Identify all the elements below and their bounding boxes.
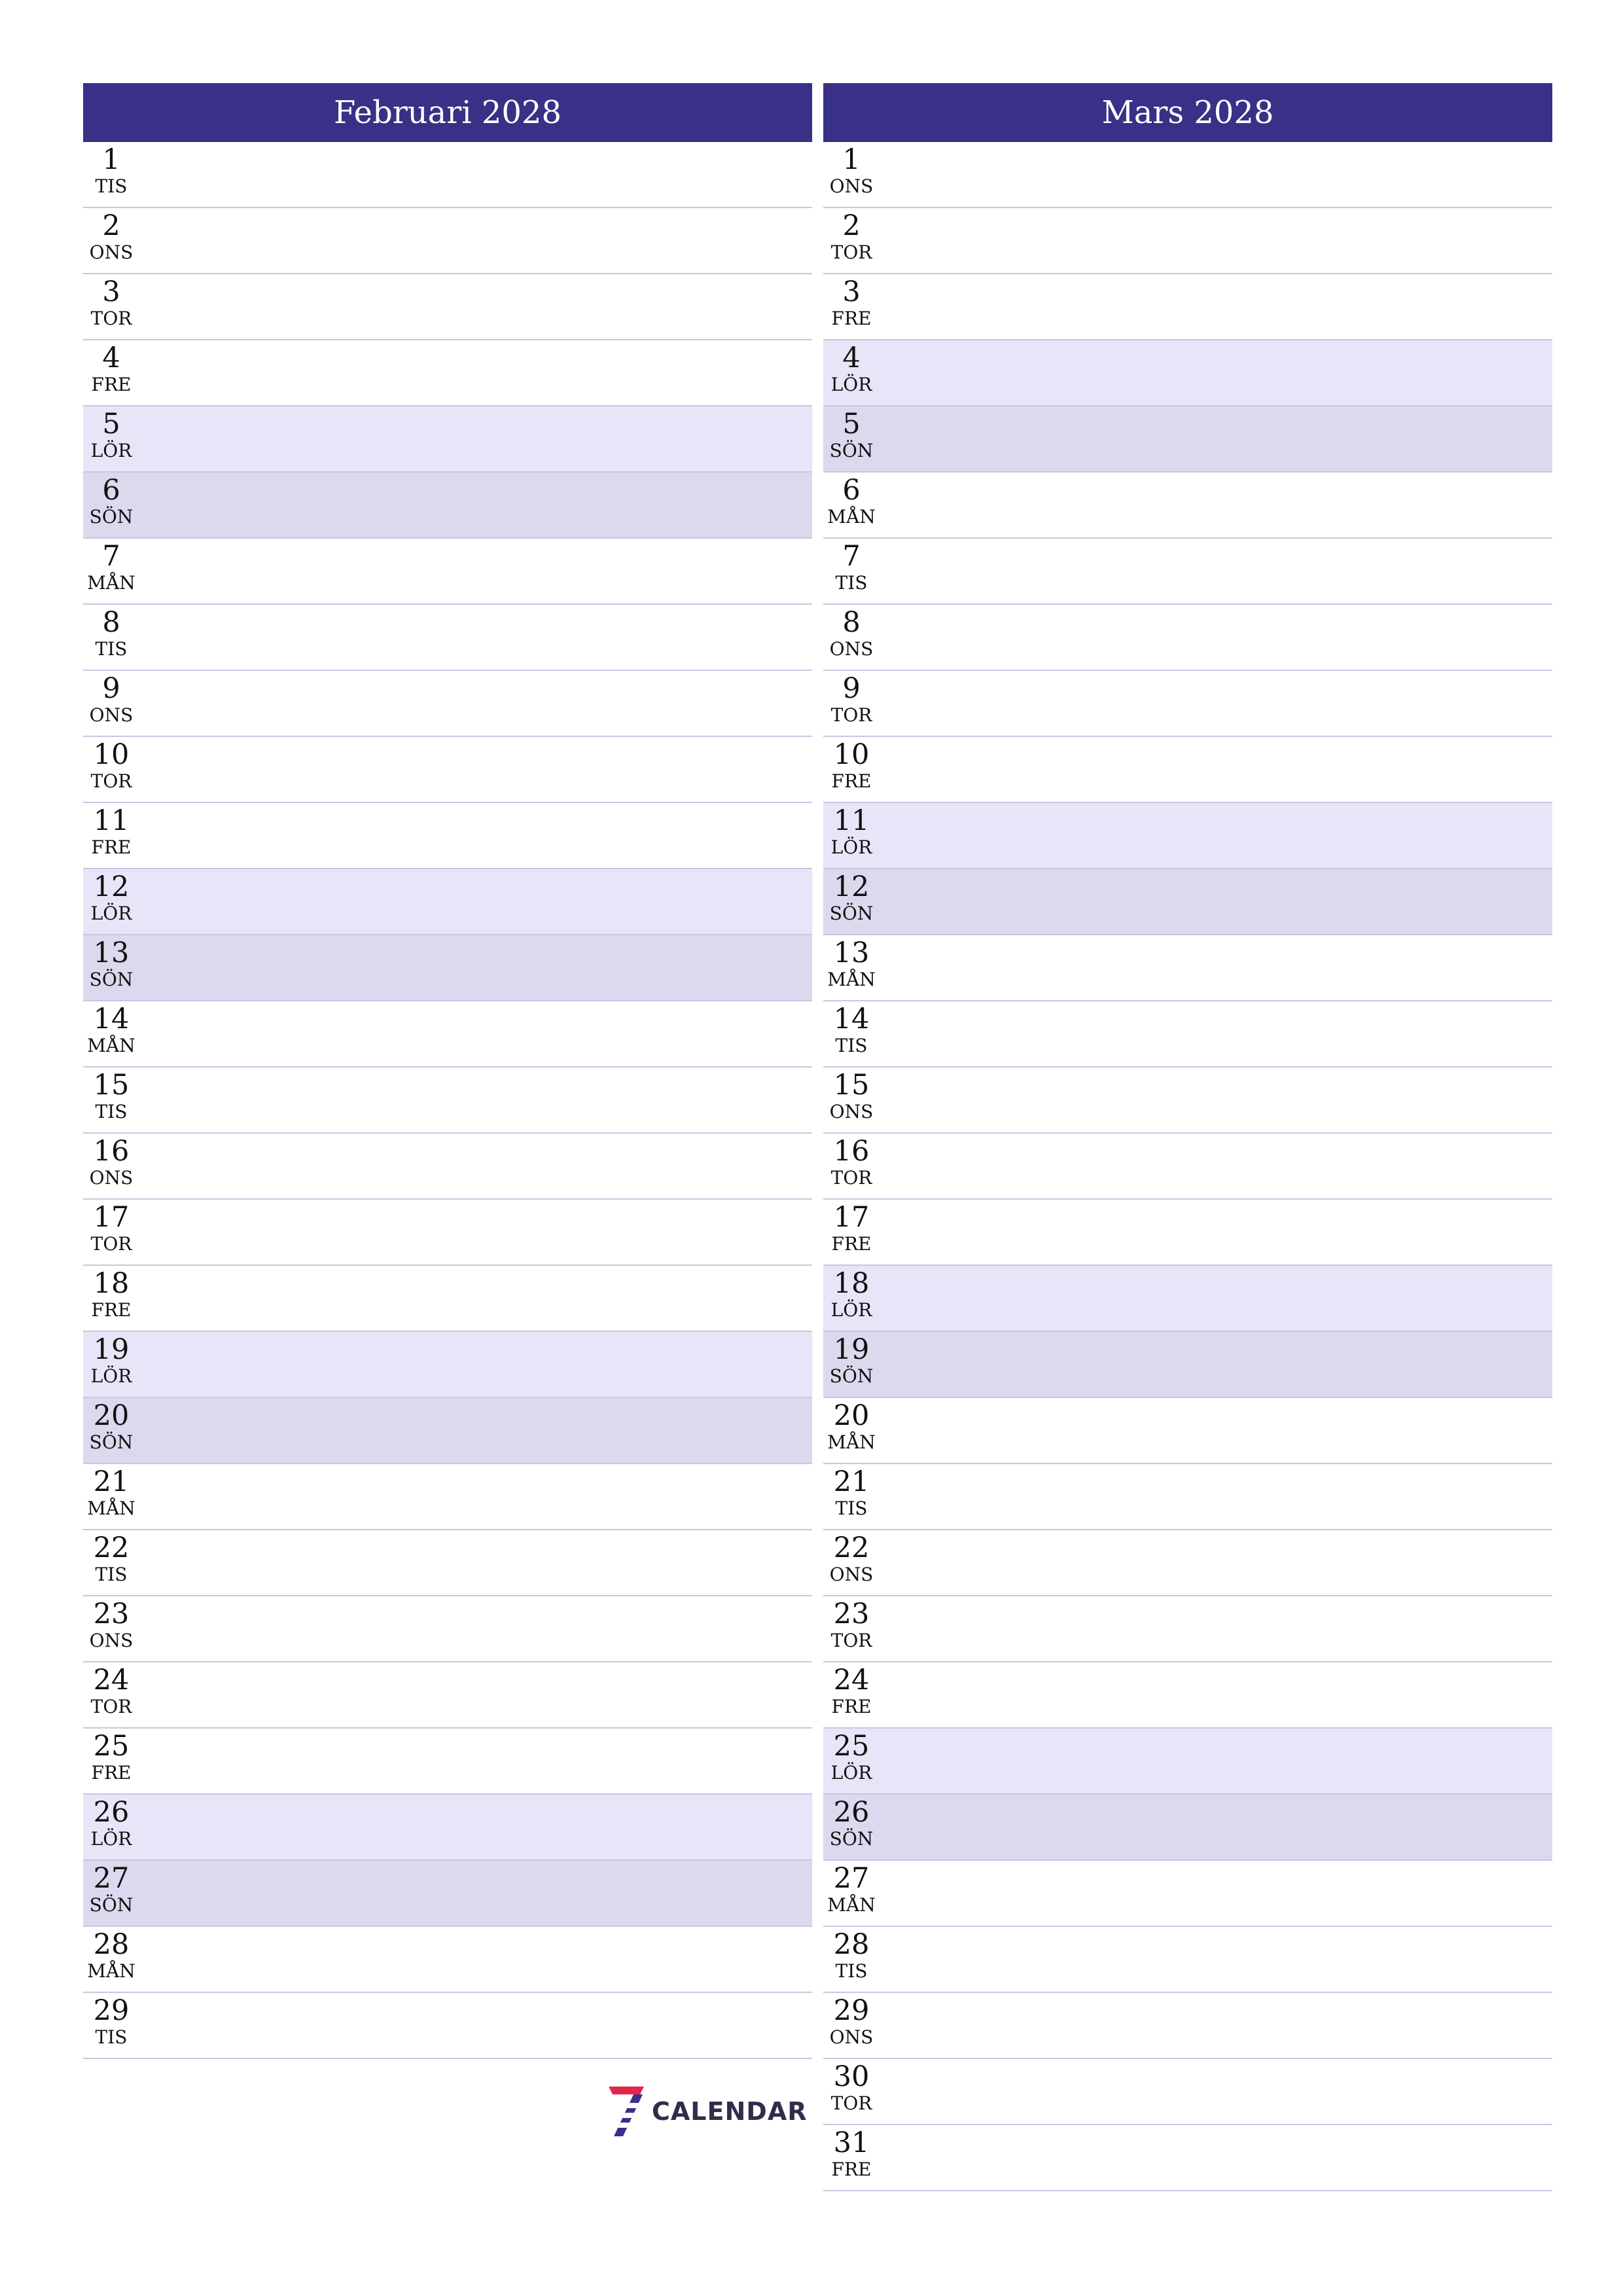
- day-number: 16: [93, 1135, 130, 1168]
- day-label: [83, 1465, 139, 1519]
- month-title: Februari 2028: [83, 83, 812, 142]
- day-number: 14: [93, 1003, 130, 1035]
- day-label: [83, 1135, 139, 1189]
- day-label: [83, 209, 139, 263]
- day-name: TOR: [830, 704, 872, 726]
- day-number: 26: [833, 1796, 870, 1829]
- day-number: 28: [833, 1928, 870, 1961]
- day-name: ONS: [829, 2026, 874, 2048]
- day-row: [83, 1530, 812, 1596]
- day-row: [823, 406, 1552, 473]
- day-row: [823, 208, 1552, 274]
- day-label: [823, 1994, 880, 2048]
- day-label: [83, 1600, 139, 1650]
- day-label: [83, 1862, 139, 1916]
- day-number: 21: [833, 1465, 870, 1498]
- day-name: LÖR: [830, 374, 872, 395]
- day-number: 21: [93, 1465, 130, 1498]
- day-row: [823, 1001, 1552, 1067]
- day-name: SÖN: [89, 969, 134, 990]
- day-label: [83, 278, 139, 328]
- day-number: 13: [93, 937, 130, 969]
- day-name: SÖN: [89, 1894, 134, 1916]
- day-label: [823, 1267, 880, 1321]
- day-name: TIS: [95, 638, 128, 660]
- day-number: 10: [833, 738, 870, 771]
- day-row: [823, 1993, 1552, 2059]
- day-row: [823, 1861, 1552, 1927]
- day-label: [83, 1796, 139, 1850]
- day-number: 16: [833, 1135, 870, 1168]
- day-name: FRE: [91, 1299, 132, 1321]
- day-name: FRE: [91, 1762, 132, 1784]
- day-number: 2: [842, 209, 861, 242]
- day-label: [823, 1928, 880, 1982]
- day-name: FRE: [831, 308, 872, 329]
- day-number: 26: [93, 1796, 130, 1829]
- day-label: [83, 410, 139, 460]
- day-number: 4: [102, 342, 120, 374]
- day-label: [823, 672, 880, 726]
- day-number: 19: [833, 1333, 870, 1366]
- day-number: 23: [93, 1598, 130, 1630]
- day-number: 5: [102, 408, 120, 440]
- day-label: [823, 1201, 880, 1255]
- seven-logo-icon: [606, 2085, 645, 2138]
- day-row: [823, 1200, 1552, 1266]
- day-name: ONS: [89, 1630, 134, 1651]
- day-row: [83, 869, 812, 935]
- day-name: SÖN: [89, 1431, 134, 1453]
- day-label: [83, 476, 139, 526]
- day-number: 3: [102, 276, 120, 308]
- day-number: 6: [842, 474, 861, 507]
- day-row: [83, 1596, 812, 1662]
- day-name: ONS: [829, 1101, 874, 1122]
- day-label: [823, 804, 880, 858]
- day-row: [823, 340, 1552, 406]
- day-number: 15: [93, 1069, 130, 1102]
- day-label: [83, 1333, 139, 1387]
- day-label: [823, 540, 880, 594]
- day-label: [83, 1005, 139, 1055]
- day-label: [83, 870, 139, 924]
- day-label: [823, 344, 880, 394]
- day-name: SÖN: [829, 1828, 874, 1850]
- day-number: 2: [102, 209, 120, 242]
- day-row: [83, 1266, 812, 1332]
- day-number: 20: [93, 1399, 130, 1432]
- day-label: [823, 738, 880, 792]
- day-row: [823, 539, 1552, 605]
- day-label: [83, 738, 139, 792]
- day-name: SÖN: [89, 506, 134, 528]
- day-row: [823, 2125, 1552, 2191]
- day-number: 24: [93, 1664, 130, 1696]
- day-name: LÖR: [90, 1828, 132, 1850]
- day-label: [83, 606, 139, 660]
- day-row: [83, 142, 812, 208]
- day-name: ONS: [829, 1564, 874, 1585]
- day-name: TOR: [90, 1696, 132, 1717]
- day-row: [823, 1729, 1552, 1795]
- day-label: [83, 939, 139, 989]
- day-number: 27: [833, 1862, 870, 1895]
- day-name: LÖR: [830, 836, 872, 858]
- day-label: [83, 540, 139, 594]
- day-row: [83, 935, 812, 1001]
- month-march: [823, 83, 1552, 2191]
- day-name: TOR: [90, 1233, 132, 1255]
- day-number: 1: [842, 143, 861, 176]
- day-row: [823, 2059, 1552, 2125]
- day-name: SÖN: [829, 1365, 874, 1387]
- day-label: [823, 1796, 880, 1850]
- day-name: MÅN: [827, 1431, 876, 1453]
- day-name: TOR: [90, 770, 132, 792]
- day-name: TIS: [95, 1564, 128, 1585]
- month-title: Mars 2028: [823, 83, 1552, 142]
- day-label: [83, 672, 139, 726]
- day-number: 23: [833, 1598, 870, 1630]
- day-row: [83, 605, 812, 671]
- day-row: [83, 1993, 812, 2059]
- day-number: 17: [833, 1201, 870, 1234]
- day-row: [823, 1464, 1552, 1530]
- day-name: TIS: [95, 175, 128, 197]
- day-list: [823, 142, 1552, 2191]
- day-row: [83, 737, 812, 803]
- day-name: LÖR: [90, 1365, 132, 1387]
- day-row: [823, 1134, 1552, 1200]
- day-name: ONS: [829, 638, 874, 660]
- day-row: [823, 1662, 1552, 1729]
- day-number: 11: [833, 804, 870, 837]
- day-row: [83, 1662, 812, 1729]
- day-number: 3: [842, 276, 861, 308]
- day-name: TOR: [830, 2092, 872, 2114]
- day-name: TOR: [830, 242, 872, 263]
- day-label: [823, 1666, 880, 1716]
- day-name: FRE: [831, 1696, 872, 1717]
- day-number: 24: [833, 1664, 870, 1696]
- day-label: [823, 1732, 880, 1782]
- day-name: LÖR: [90, 903, 132, 924]
- day-row: [823, 803, 1552, 869]
- day-label: [83, 1732, 139, 1782]
- day-name: TIS: [835, 1498, 868, 1519]
- brand-logo: [606, 2085, 807, 2138]
- day-label: [83, 1666, 139, 1716]
- day-row: [83, 1795, 812, 1861]
- day-number: 1: [102, 143, 120, 176]
- day-name: TOR: [830, 1630, 872, 1651]
- day-row: [83, 803, 812, 869]
- day-number: 7: [842, 540, 861, 573]
- day-name: MÅN: [827, 506, 876, 528]
- day-row: [83, 340, 812, 406]
- day-row: [823, 1067, 1552, 1134]
- day-row: [83, 1001, 812, 1067]
- day-number: 19: [93, 1333, 130, 1366]
- day-number: 11: [93, 804, 130, 837]
- day-label: [83, 1928, 139, 1982]
- day-number: 14: [833, 1003, 870, 1035]
- day-label: [823, 209, 880, 263]
- day-name: MÅN: [827, 1894, 876, 1916]
- day-number: 12: [93, 870, 130, 903]
- day-list: [83, 142, 812, 2059]
- day-number: 10: [93, 738, 130, 771]
- day-row: [83, 1729, 812, 1795]
- day-number: 31: [833, 2126, 870, 2159]
- day-row: [823, 1530, 1552, 1596]
- day-number: 27: [93, 1862, 130, 1895]
- day-label: [823, 476, 880, 526]
- day-label: [823, 1071, 880, 1121]
- day-name: TOR: [830, 1167, 872, 1189]
- day-number: 4: [842, 342, 861, 374]
- day-name: MÅN: [87, 572, 135, 594]
- day-label: [83, 143, 139, 197]
- day-row: [83, 473, 812, 539]
- day-label: [823, 1135, 880, 1189]
- day-row: [83, 406, 812, 473]
- day-number: 17: [93, 1201, 130, 1234]
- day-label: [823, 606, 880, 660]
- day-row: [83, 208, 812, 274]
- day-row: [83, 539, 812, 605]
- day-row: [823, 473, 1552, 539]
- day-name: ONS: [829, 175, 874, 197]
- day-row: [83, 1398, 812, 1464]
- day-number: 18: [93, 1267, 130, 1300]
- day-row: [823, 1596, 1552, 1662]
- day-number: 28: [93, 1928, 130, 1961]
- day-label: [83, 1534, 139, 1584]
- day-number: 5: [842, 408, 861, 440]
- day-name: TIS: [95, 2026, 128, 2048]
- day-row: [823, 1927, 1552, 1993]
- day-row: [823, 737, 1552, 803]
- day-name: LÖR: [830, 1299, 872, 1321]
- day-number: 20: [833, 1399, 870, 1432]
- day-name: ONS: [89, 704, 134, 726]
- day-number: 8: [842, 606, 861, 639]
- day-name: TIS: [835, 1035, 868, 1056]
- day-label: [83, 1267, 139, 1321]
- day-row: [83, 1200, 812, 1266]
- day-name: ONS: [89, 242, 134, 263]
- day-name: SÖN: [829, 440, 874, 461]
- day-row: [83, 1464, 812, 1530]
- day-row: [823, 1266, 1552, 1332]
- day-number: 25: [93, 1730, 130, 1763]
- day-name: FRE: [91, 836, 132, 858]
- day-row: [823, 1332, 1552, 1398]
- day-number: 30: [833, 2060, 870, 2093]
- day-row: [83, 1861, 812, 1927]
- day-label: [823, 1600, 880, 1650]
- day-row: [823, 605, 1552, 671]
- day-row: [823, 671, 1552, 737]
- day-name: TIS: [95, 1101, 128, 1122]
- day-name: TIS: [835, 1960, 868, 1982]
- day-name: SÖN: [829, 903, 874, 924]
- day-row: [83, 671, 812, 737]
- day-name: MÅN: [87, 1498, 135, 1519]
- day-label: [83, 1399, 139, 1453]
- day-row: [823, 1795, 1552, 1861]
- day-row: [83, 1927, 812, 1993]
- day-name: LÖR: [830, 1762, 872, 1784]
- day-label: [83, 804, 139, 858]
- day-label: [823, 1399, 880, 1453]
- logo-text: CALENDAR: [652, 2097, 808, 2126]
- day-name: FRE: [91, 374, 132, 395]
- day-label: [823, 410, 880, 460]
- day-label: [83, 1201, 139, 1255]
- day-number: 6: [102, 474, 120, 507]
- day-name: FRE: [831, 1233, 872, 1255]
- day-number: 13: [833, 937, 870, 969]
- day-row: [823, 869, 1552, 935]
- day-label: [83, 1994, 139, 2048]
- day-number: 9: [842, 672, 861, 705]
- day-number: 29: [93, 1994, 130, 2027]
- day-name: LÖR: [90, 440, 132, 461]
- day-row: [823, 1398, 1552, 1464]
- day-label: [823, 1465, 880, 1519]
- day-row: [83, 1067, 812, 1134]
- day-row: [823, 142, 1552, 208]
- day-label: [823, 143, 880, 197]
- day-label: [823, 1005, 880, 1055]
- day-label: [83, 344, 139, 394]
- day-name: MÅN: [87, 1960, 135, 1982]
- day-row: [83, 1134, 812, 1200]
- day-number: 18: [833, 1267, 870, 1300]
- month-february: [83, 83, 812, 2059]
- day-label: [823, 2060, 880, 2114]
- day-name: ONS: [89, 1167, 134, 1189]
- day-label: [823, 278, 880, 328]
- day-number: 9: [102, 672, 120, 705]
- day-name: TOR: [90, 308, 132, 329]
- day-number: 22: [833, 1532, 870, 1564]
- day-name: MÅN: [87, 1035, 135, 1056]
- day-name: FRE: [831, 2159, 872, 2180]
- day-number: 29: [833, 1994, 870, 2027]
- day-label: [823, 939, 880, 989]
- day-label: [823, 1534, 880, 1584]
- day-number: 22: [93, 1532, 130, 1564]
- day-label: [83, 1071, 139, 1121]
- day-row: [83, 274, 812, 340]
- day-label: [823, 1333, 880, 1387]
- day-number: 12: [833, 870, 870, 903]
- day-number: 25: [833, 1730, 870, 1763]
- day-label: [823, 870, 880, 924]
- day-name: FRE: [831, 770, 872, 792]
- day-row: [83, 1332, 812, 1398]
- day-number: 15: [833, 1069, 870, 1102]
- day-row: [823, 935, 1552, 1001]
- day-number: 7: [102, 540, 120, 573]
- day-label: [823, 1862, 880, 1916]
- day-row: [823, 274, 1552, 340]
- day-label: [823, 2126, 880, 2180]
- day-name: MÅN: [827, 969, 876, 990]
- day-name: TIS: [835, 572, 868, 594]
- day-number: 8: [102, 606, 120, 639]
